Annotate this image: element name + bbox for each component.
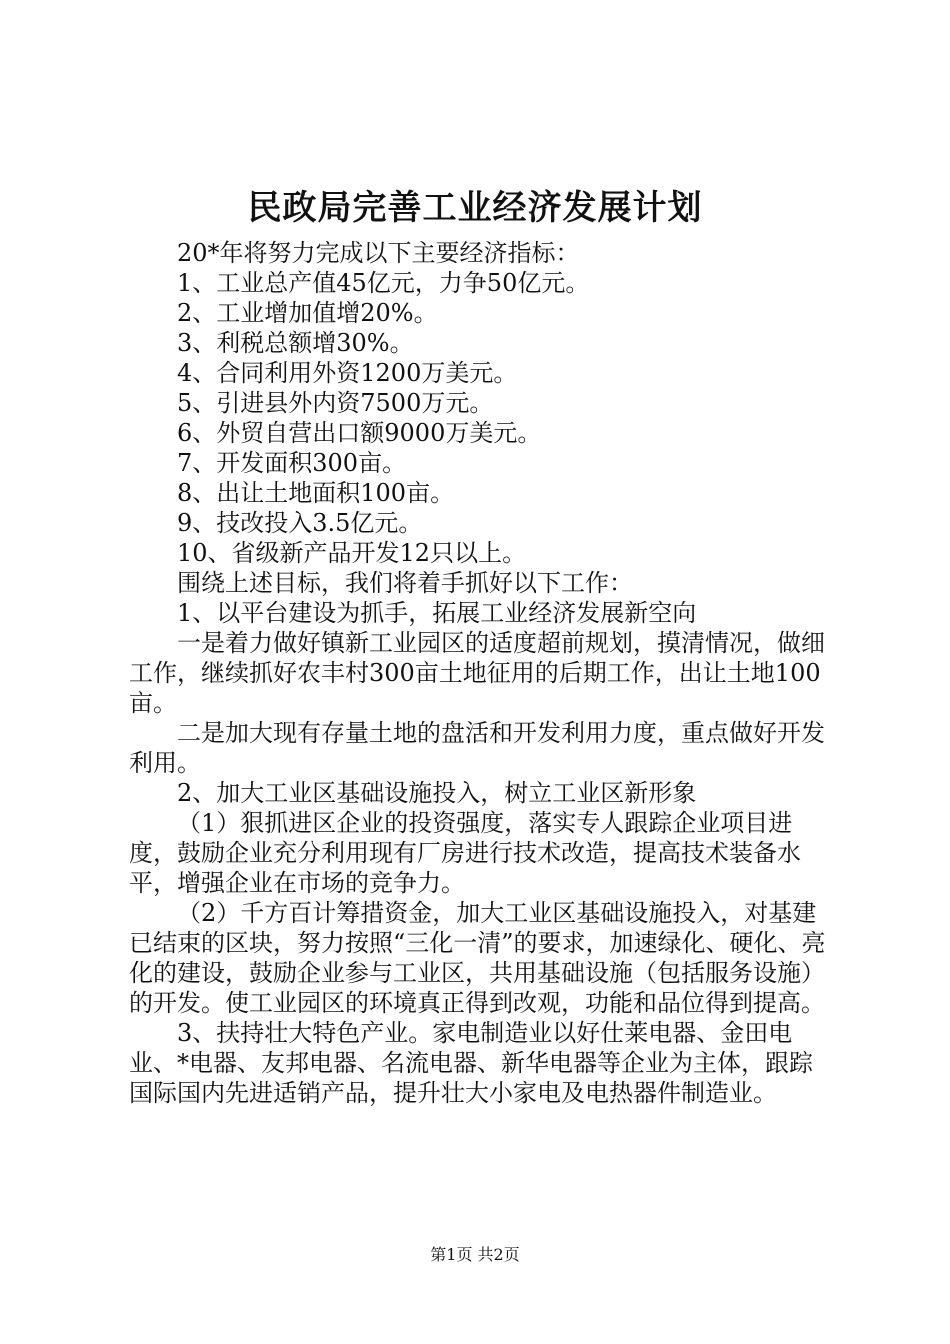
paragraph: 2、加大工业区基础设施投入，树立工业区新形象 [177,779,697,807]
document-body [129,238,829,1108]
paragraph: 9、技改投入3.5亿元。 [177,509,423,537]
paragraph: 二是加大现有存量土地的盘活和开发利用力度，重点做好开发利用。 [129,719,825,777]
paragraph: 2、工业增加值增20%。 [177,299,438,327]
paragraph: 1、以平台建设为抓手，拓展工业经济发展新空向 [177,599,697,627]
paragraph: 8、出让土地面积100亩。 [177,479,455,507]
paragraph: 3、利税总额增30%。 [177,329,414,357]
paragraph: 10、省级新产品开发12只以上。 [177,539,527,567]
paragraph: （2）千方百计筹措资金，加大工业区基础设施投入，对基建已结束的区块，努力按照“三化一清”的要求，加速绿化、硬化、亮化的建设，鼓励企业参与工业区，共用基础设施（包括服务设施）的开发。使工业园区的环境真正得到改观，功能和品位得到提高。 [129,899,826,1017]
paragraph: 1、工业总产值45亿元，力争50亿元。 [177,269,590,297]
paragraph: 4、合同利用外资1200万美元。 [177,359,518,387]
paragraph: 5、引进县外内资7500万元。 [177,389,494,417]
paragraph: 20*年将努力完成以下主要经济指标： [177,239,580,267]
paragraph: 3、扶持壮大特色产业。家电制造业以好仕莱电器、金田电业、*电器、友邦电器、名流电器、新华电器等企业为主体，跟踪国际国内先进适销产品，提升壮大小家电及电热器件制造业。 [129,1019,813,1107]
paragraph: 一是着力做好镇新工业园区的适度超前规划，摸清情况，做细工作，继续抓好农丰村300亩土地征用的后期工作，出让土地100亩。 [129,629,825,717]
paragraph: 6、外贸自营出口额9000万美元。 [177,419,542,447]
paragraph: （1）狠抓进区企业的投资强度，落实专人跟踪企业项目进度，鼓励企业充分利用现有厂房进行技术改造，提高技术装备水平，增强企业在市场的竞争力。 [129,809,801,897]
paragraph: 围绕上述目标，我们将着手抓好以下工作： [177,569,633,597]
paragraph: 7、开发面积300亩。 [177,449,407,477]
page-footer: 第1页 共2页 [430,1245,520,1264]
document-title: 民政局完善工业经济发展计划 [247,188,703,228]
